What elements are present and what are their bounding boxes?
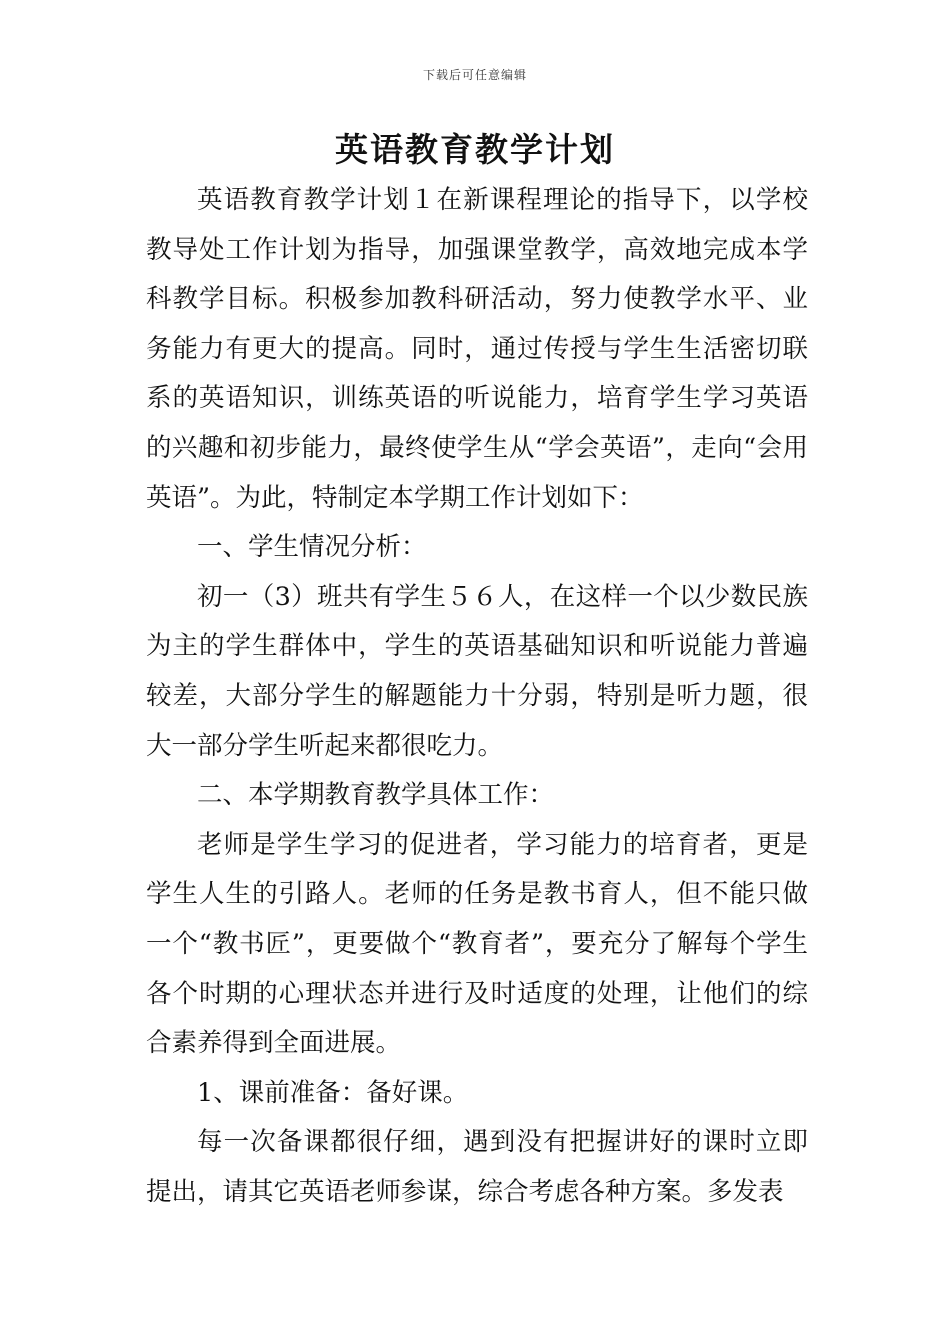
document-body [146,176,808,1217]
paragraph-teacher-role: 老师是学生学习的促进者，学习能力的培育者，更是学生人生的引路人。老师的任务是教书育人，但不能只做一个“教书匠”，更要做个“教育者”，要充分了解每个学生各个时期的心理状态并进行及时适度的处理，让他们的综合素养得到全面进展。 [146,829,808,1059]
section-heading-teaching-work: 二、本学期教育教学具体工作： [197,780,555,811]
section-heading-student-analysis: 一、学生情况分析： [197,532,427,563]
paragraph-lesson-prep: 每一次备课都很仔细，遇到没有把握讲好的课时立即提出，请其它英语老师参谋，综合考虑各种方案。多发表 [146,1127,808,1207]
document-title: 英语教育教学计划 [335,130,615,169]
paragraph-student-analysis: 初一（3）班共有学生５６人，在这样一个以少数民族为主的学生群体中，学生的英语基础知识和听说能力普遍较差，大部分学生的解题能力十分弱，特别是听力题，很大一部分学生听起来都很吃力。 [146,581,808,761]
paragraph-intro: 英语教育教学计划１在新课程理论的指导下，以学校教导处工作计划为指导，加强课堂教学，高效地完成本学科教学目标。积极参加教科研活动，努力使教学水平、业务能力有更大的提高。同时，通过传授与学生生活密切联系的英语知识，训练英语的听说能力，培育学生学习英语的兴趣和初步能力，最终使学生从“学会英语”，走向“会用英语”。为此，特制定本学期工作计划如下： [146,185,808,513]
subheading-lesson-prep: 1、课前准备：备好课。 [197,1077,469,1108]
header-note: 下载后可任意编辑 [422,68,527,82]
